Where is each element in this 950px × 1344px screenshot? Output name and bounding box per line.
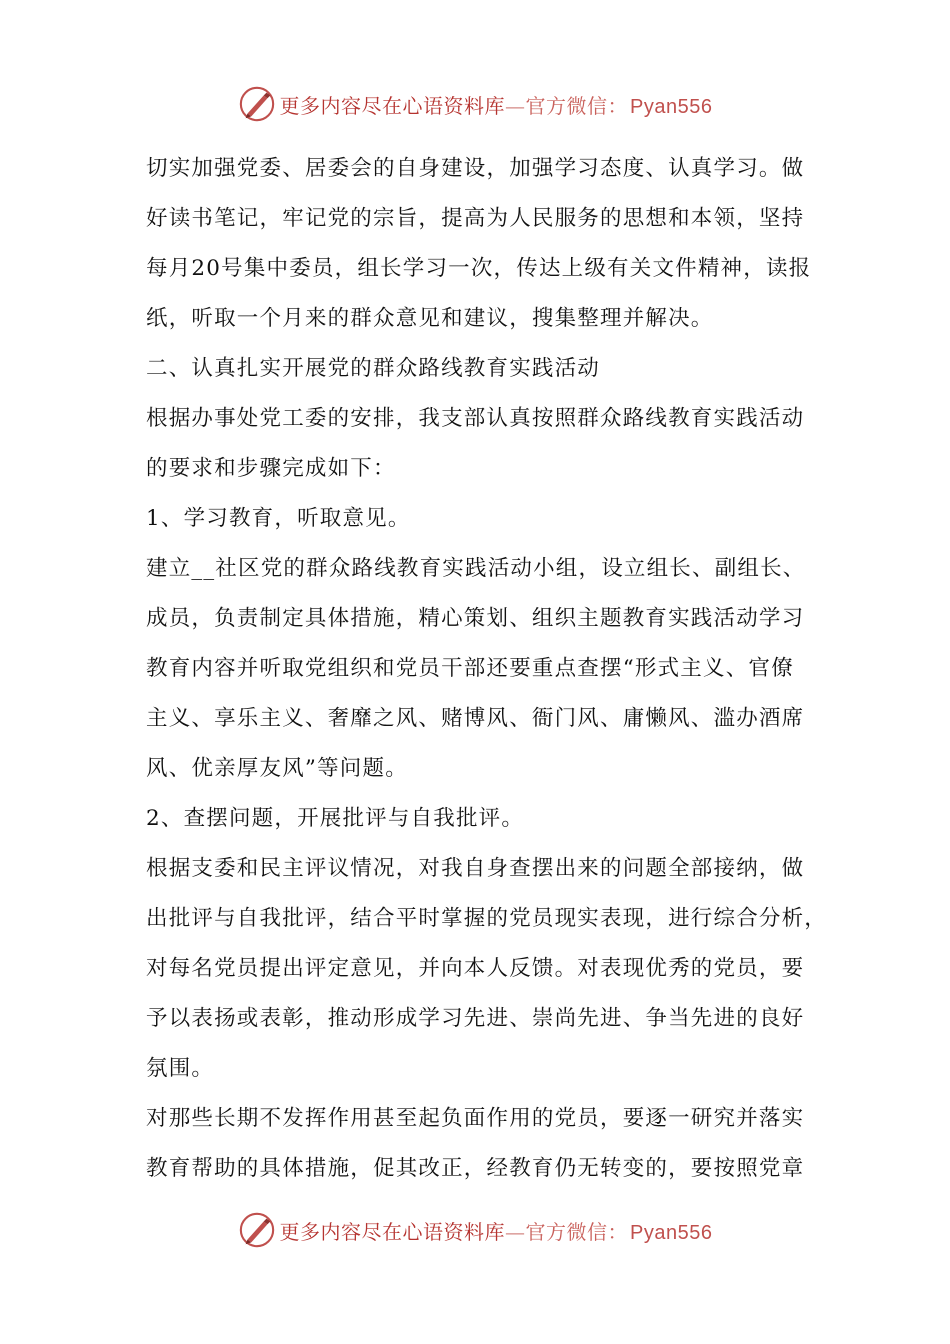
- header-brand-text: 更多内容尽在心语资料库: [279, 93, 506, 118]
- footer-wechat-label: 官方微信：: [525, 1219, 629, 1244]
- text-line: 切实加强党委、居委会的自身建设，加强学习态度、认真学习。做: [146, 156, 805, 181]
- text-line: 对每名党员提出评定意见，并向本人反馈。对表现优秀的党员，要: [146, 956, 805, 981]
- subsection-heading: 2、查摆问题，开展批评与自我批评。: [146, 806, 525, 831]
- header-watermark: [0, 82, 950, 126]
- text-line: 好读书笔记，牢记党的宗旨，提高为人民服务的思想和本领，坚持: [146, 206, 805, 231]
- footer-watermark-text: [280, 1216, 713, 1245]
- text-line: 对那些长期不发挥作用甚至起负面作用的党员，要逐一研究并落实: [146, 1106, 805, 1131]
- header-watermark-inner: [238, 85, 713, 123]
- text-line: 纸，听取一个月来的群众意见和建议，搜集整理并解决。: [146, 306, 714, 331]
- header-dash: —: [505, 93, 526, 118]
- footer-brand-text: 更多内容尽在心语资料库: [279, 1219, 506, 1244]
- text-line: 教育帮助的具体措施，促其改正，经教育仍无转变的，要按照党章: [146, 1156, 805, 1181]
- footer-wechat-id: Pyan556: [630, 1221, 713, 1244]
- pen-logo-icon: [238, 1211, 276, 1249]
- header-wechat-id: Pyan556: [630, 95, 713, 118]
- text-line: 根据支委和民主评议情况，对我自身查摆出来的问题全部接纳，做: [146, 856, 805, 881]
- text-line: 建立__社区党的群众路线教育实践活动小组，设立组长、副组长、: [146, 556, 806, 581]
- document-body: [146, 144, 828, 1194]
- text-line: 每月20号集中委员，组长学习一次，传达上级有关文件精神，读报: [146, 256, 812, 281]
- text-line: 教育内容并听取党组织和党员干部还要重点查摆“形式主义、官僚: [146, 656, 794, 681]
- footer-watermark-inner: [238, 1211, 713, 1249]
- subsection-heading: 1、学习教育，听取意见。: [146, 506, 411, 531]
- text-line: 主义、享乐主义、奢靡之风、赌博风、衙门风、庸懒风、滥办酒席: [146, 706, 805, 731]
- footer-dash: —: [505, 1219, 526, 1244]
- text-line: 成员，负责制定具体措施，精心策划、组织主题教育实践活动学习: [146, 606, 805, 631]
- text-line: 予以表扬或表彰，推动形成学习先进、崇尚先进、争当先进的良好: [146, 1006, 805, 1031]
- section-heading: 二、认真扎实开展党的群众路线教育实践活动: [146, 356, 601, 381]
- text-line: 根据办事处党工委的安排，我支部认真按照群众路线教育实践活动: [146, 406, 805, 431]
- header-watermark-text: [280, 90, 713, 119]
- footer-watermark: [0, 1208, 950, 1252]
- header-wechat-label: 官方微信：: [525, 93, 629, 118]
- pen-logo-icon: [238, 85, 276, 123]
- text-line: 氛围。: [146, 1056, 215, 1081]
- text-line: 出批评与自我批评，结合平时掌握的党员现实表现，进行综合分析，: [146, 906, 828, 931]
- text-line: 的要求和步骤完成如下：: [146, 456, 396, 481]
- text-line: 风、优亲厚友风”等问题。: [146, 756, 408, 781]
